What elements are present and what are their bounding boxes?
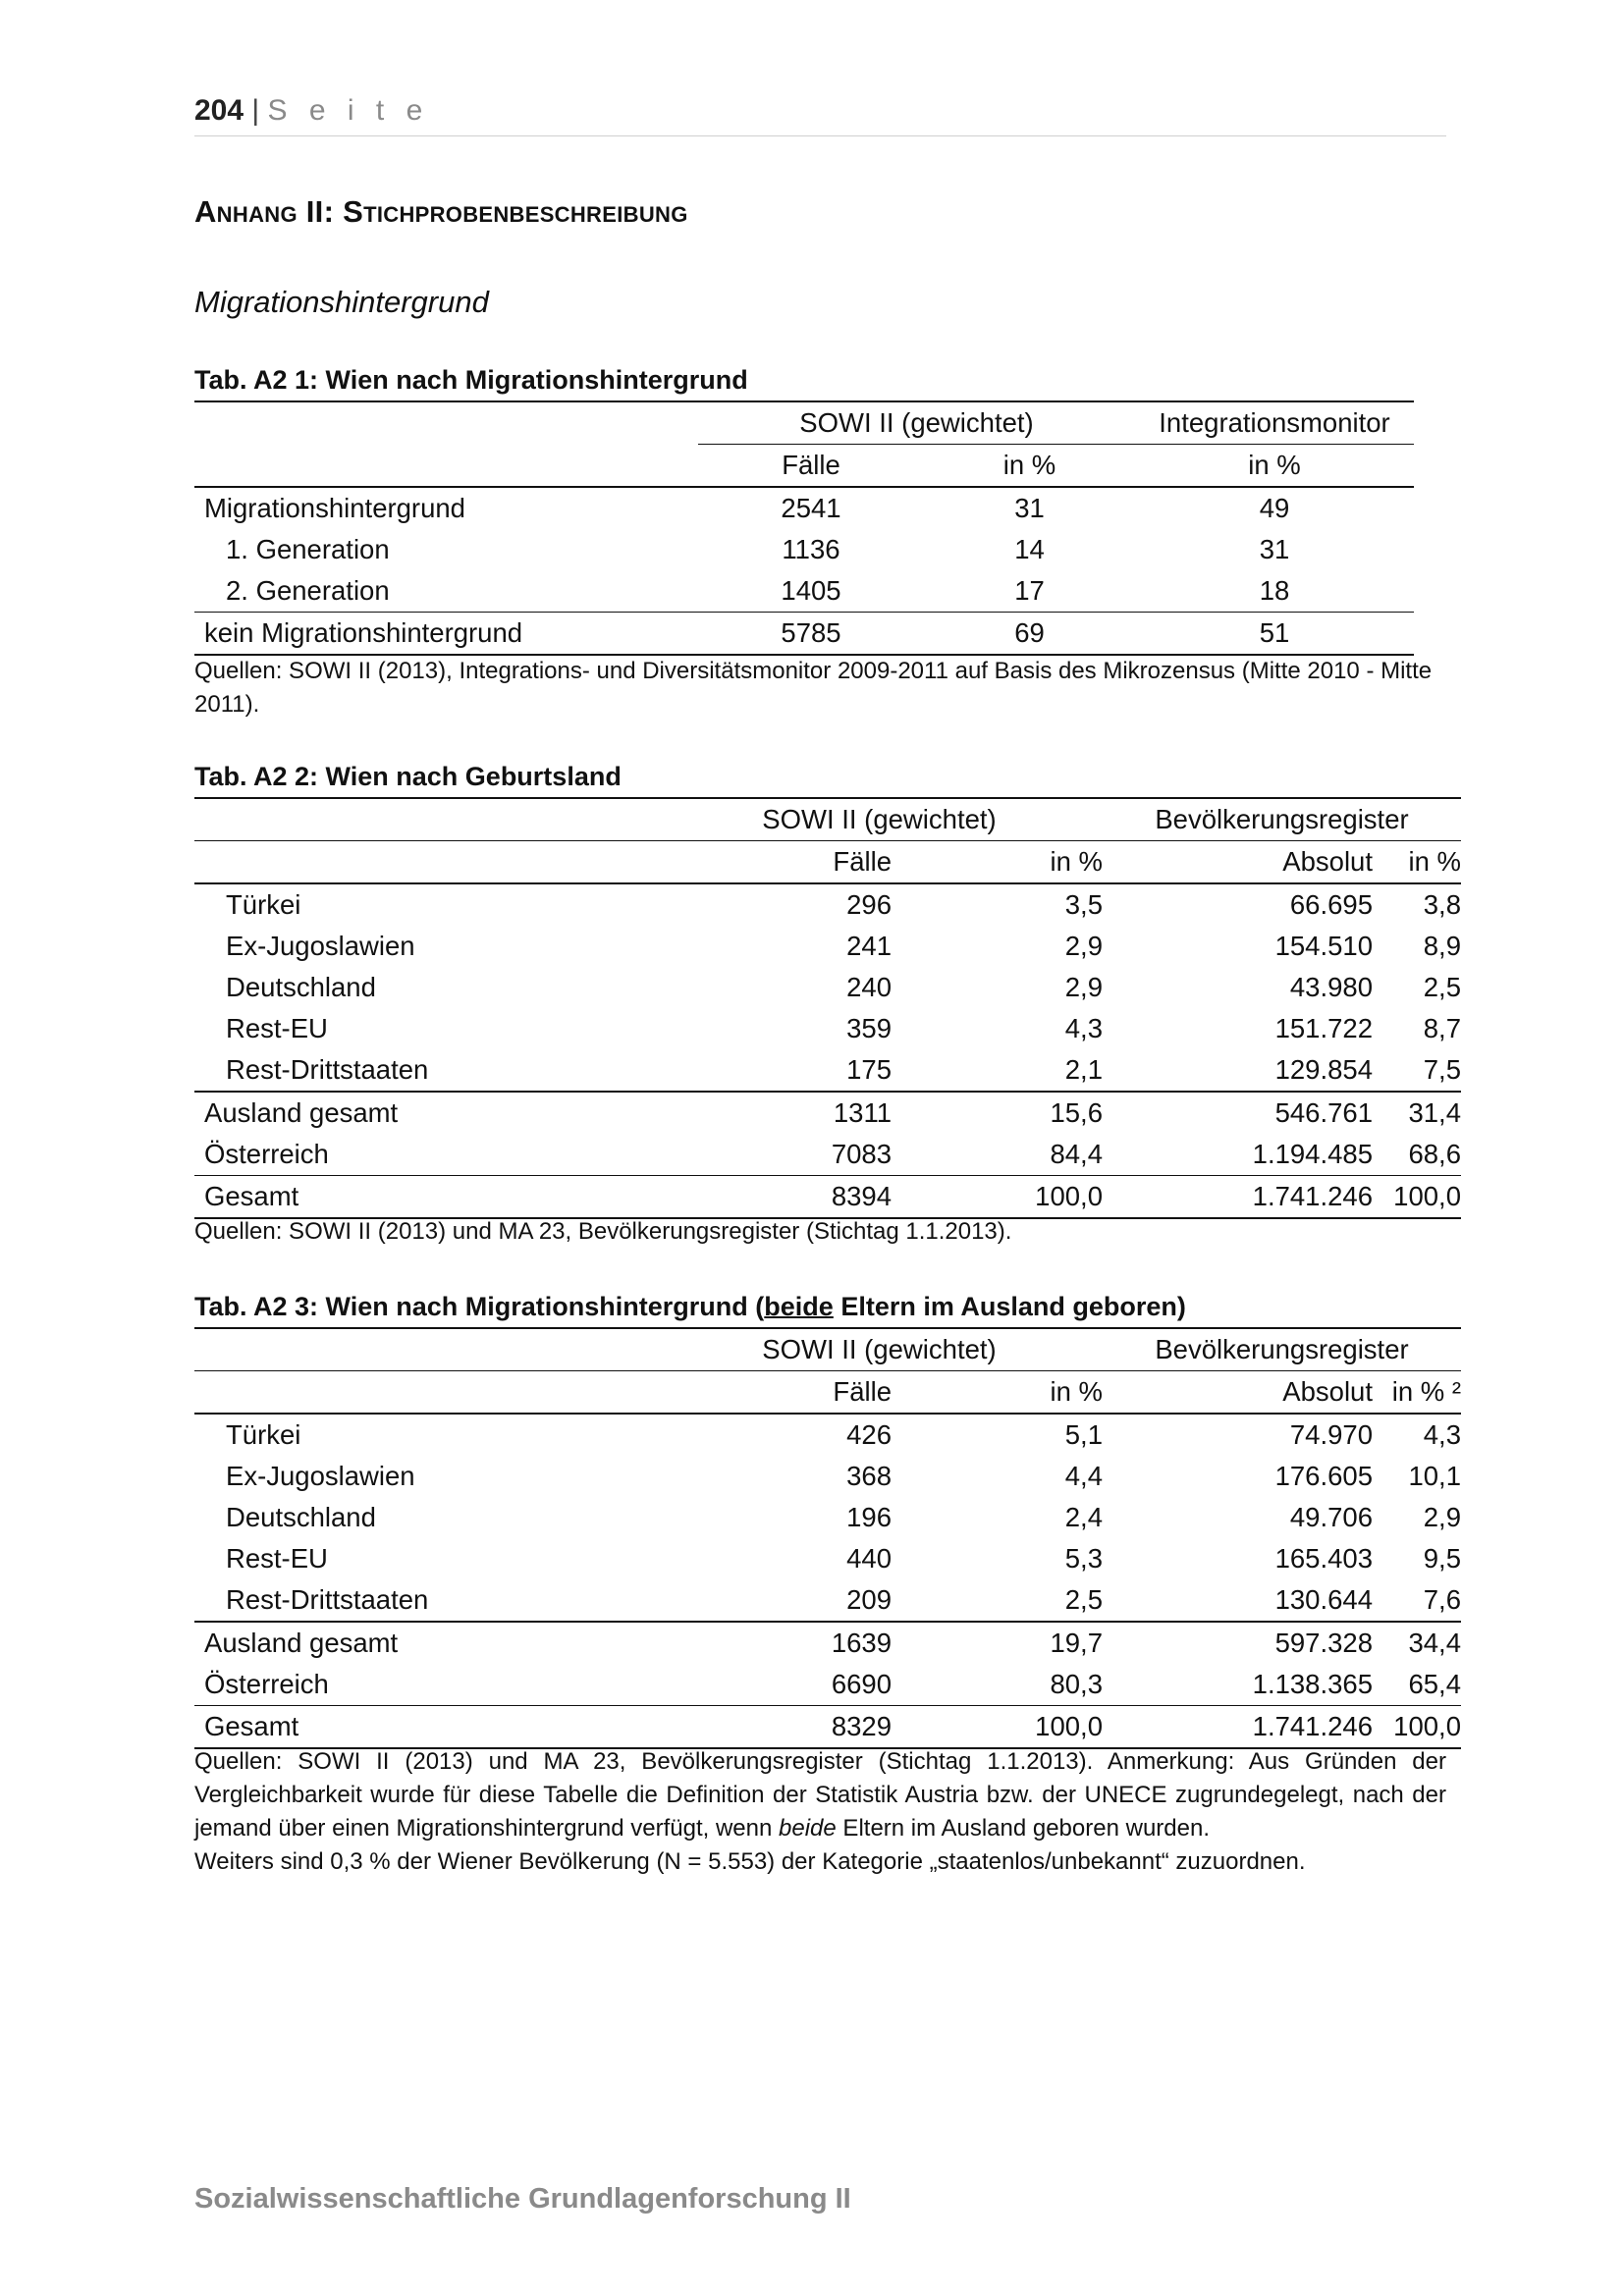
caption-text: Eltern im Ausland geboren) <box>833 1292 1186 1321</box>
cell: 34,4 <box>1373 1622 1461 1664</box>
cell: 2,5 <box>1423 972 1461 1002</box>
cell: 31,4 <box>1373 1092 1461 1134</box>
cell: 1.138.365 <box>1252 1669 1373 1699</box>
table-row <box>194 1008 1461 1049</box>
table-row <box>194 926 1461 967</box>
table-row <box>194 1134 1461 1176</box>
table3-col-absolut: Absolut <box>1103 1371 1373 1415</box>
cell: 31 <box>1259 534 1290 564</box>
cell: 100,0 <box>892 1176 1103 1219</box>
page-header <box>194 94 1446 136</box>
table1-group-sowi: SOWI II (gewichtet) <box>698 401 1135 445</box>
cell: 49.706 <box>1289 1502 1373 1532</box>
cell: 69 <box>924 613 1135 656</box>
table1-col-pct-monitor: in % <box>1135 445 1414 488</box>
cell: 2541 <box>781 493 841 523</box>
row-label: Ex-Jugoslawien <box>226 1461 415 1491</box>
row-label: Migrationshintergrund <box>204 493 465 523</box>
table-row <box>194 1622 1461 1664</box>
cell: 154.510 <box>1274 931 1373 961</box>
row-label: Ex-Jugoslawien <box>226 931 415 961</box>
row-label: kein Migrationshintergrund <box>194 613 698 656</box>
table3-group-register: Bevölkerungsregister <box>1103 1328 1461 1371</box>
cell: 8,9 <box>1423 931 1461 961</box>
cell: 17 <box>1014 575 1045 606</box>
table-row <box>194 967 1461 1008</box>
row-label: Rest-Drittstaaten <box>226 1054 429 1085</box>
cell: 100,0 <box>1373 1706 1461 1749</box>
cell: 2,9 <box>1064 931 1103 961</box>
cell: 5,3 <box>1064 1543 1103 1574</box>
cell: 66.695 <box>1289 889 1373 920</box>
cell: 1311 <box>656 1092 892 1134</box>
row-label: 2. Generation <box>226 575 390 606</box>
cell: 2,9 <box>1064 972 1103 1002</box>
table3-source-note: Weiters sind 0,3 % der Wiener Bevölkerung (N = 5.553) der Kategorie „staatenlos/unbekannt“ zuzuordnen. <box>194 1848 1306 1875</box>
cell: 296 <box>846 889 892 920</box>
cell: 68,6 <box>1408 1139 1461 1169</box>
cell: 1.741.246 <box>1103 1176 1373 1219</box>
cell: 2,5 <box>1064 1584 1103 1615</box>
cell: 3,5 <box>1064 889 1103 920</box>
header-label: S e i t e <box>267 94 430 127</box>
table-row <box>194 1579 1461 1622</box>
caption-text: Tab. A2 3: Wien nach Migrationshintergrund ( <box>194 1292 765 1321</box>
cell: 165.403 <box>1274 1543 1373 1574</box>
cell: 51 <box>1135 613 1414 656</box>
row-label: Gesamt <box>194 1176 656 1219</box>
cell: 1.741.246 <box>1103 1706 1373 1749</box>
row-label: Ausland gesamt <box>194 1092 656 1134</box>
cell: 9,5 <box>1423 1543 1461 1574</box>
table-row <box>194 1414 1461 1456</box>
cell: 31 <box>1014 493 1045 523</box>
cell: 74.970 <box>1289 1419 1373 1450</box>
cell: 359 <box>846 1013 892 1043</box>
table2-group-header-row <box>194 798 1461 841</box>
table3-col-pct: in % <box>892 1371 1103 1415</box>
cell: 196 <box>846 1502 892 1532</box>
table2-col-absolut: Absolut <box>1103 841 1373 884</box>
cell: 440 <box>846 1543 892 1574</box>
cell: 4,3 <box>1064 1013 1103 1043</box>
cell: 19,7 <box>892 1622 1103 1664</box>
row-label: Gesamt <box>194 1706 656 1749</box>
cell: 8394 <box>656 1176 892 1219</box>
caption-emphasis: beide <box>764 1292 834 1321</box>
source-text: Quellen: SOWI II (2013) und MA 23, Bevölkerungsregister (Stichtag 1.1.2013). Anmerkung: Aus Gründen der Vergleichbarkeit wurde für diese Tabelle die Definition der Statistik Austria bzw. der UNECE zugrundegelegt, nach der jemand über einen Migrationshintergrund verfügt, wenn <box>194 1748 1446 1842</box>
cell: 2,4 <box>1064 1502 1103 1532</box>
cell: 3,8 <box>1423 889 1461 920</box>
cell: 6690 <box>831 1669 892 1699</box>
table-row <box>194 1176 1461 1219</box>
row-label: Deutschland <box>226 972 376 1002</box>
appendix-title: Anhang II: Stichprobenbeschreibung <box>194 194 688 229</box>
cell: 18 <box>1259 575 1290 606</box>
cell: 129.854 <box>1274 1054 1373 1085</box>
table3-col-pct-register: in % ² <box>1373 1371 1461 1415</box>
table3-col-faelle: Fälle <box>656 1371 892 1415</box>
cell: 368 <box>846 1461 892 1491</box>
cell: 240 <box>846 972 892 1002</box>
cell: 7,6 <box>1423 1584 1461 1615</box>
table1-group-integrationsmonitor: Integrationsmonitor <box>1135 401 1414 445</box>
table2-col-faelle: Fälle <box>656 841 892 884</box>
table3-group-sowi: SOWI II (gewichtet) <box>656 1328 1103 1371</box>
cell: 176.605 <box>1274 1461 1373 1491</box>
table3-column-header-row <box>194 1371 1461 1415</box>
table1-caption: Tab. A2 1: Wien nach Migrationshintergrund <box>194 365 748 395</box>
table-row <box>194 1538 1461 1579</box>
row-label: Österreich <box>204 1669 329 1699</box>
page-number: 204 <box>194 94 244 127</box>
cell: 175 <box>846 1054 892 1085</box>
cell: 49 <box>1259 493 1290 523</box>
cell: 84,4 <box>1050 1139 1103 1169</box>
table2-column-header-row <box>194 841 1461 884</box>
row-label: Deutschland <box>226 1502 376 1532</box>
cell: 8,7 <box>1423 1013 1461 1043</box>
table1 <box>194 400 1414 656</box>
table1-group-header-row <box>194 401 1414 445</box>
row-label: Österreich <box>204 1139 329 1169</box>
table-row <box>194 1049 1461 1092</box>
table-row <box>194 487 1414 529</box>
cell: 7083 <box>831 1139 892 1169</box>
table2-group-register: Bevölkerungsregister <box>1103 798 1461 841</box>
cell: 546.761 <box>1103 1092 1373 1134</box>
cell: 15,6 <box>892 1092 1103 1134</box>
row-label: Türkei <box>226 889 301 920</box>
cell: 130.644 <box>1274 1584 1373 1615</box>
cell: 241 <box>846 931 892 961</box>
cell: 10,1 <box>1408 1461 1461 1491</box>
cell: 426 <box>846 1419 892 1450</box>
table-row <box>194 529 1414 570</box>
table2-col-pct-register: in % <box>1373 841 1461 884</box>
table3-source <box>194 1745 1446 1845</box>
table2-source: Quellen: SOWI II (2013) und MA 23, Bevölkerungsregister (Stichtag 1.1.2013). <box>194 1218 1012 1245</box>
cell: 2,9 <box>1423 1502 1461 1532</box>
cell: 2,1 <box>1064 1054 1103 1085</box>
cell: 65,4 <box>1408 1669 1461 1699</box>
table2-col-pct: in % <box>892 841 1103 884</box>
cell: 43.980 <box>1289 972 1373 1002</box>
row-label: 1. Generation <box>226 534 390 564</box>
cell: 1639 <box>656 1622 892 1664</box>
table-row <box>194 570 1414 613</box>
cell: 209 <box>846 1584 892 1615</box>
page-footer: Sozialwissenschaftliche Grundlagenforschung II <box>194 2183 851 2215</box>
row-label: Rest-Drittstaaten <box>226 1584 429 1615</box>
table3-caption <box>194 1292 1186 1322</box>
row-label: Türkei <box>226 1419 301 1450</box>
cell: 7,5 <box>1423 1054 1461 1085</box>
cell: 1136 <box>782 534 840 564</box>
source-emphasis: beide <box>779 1815 837 1842</box>
cell: 597.328 <box>1103 1622 1373 1664</box>
cell: 100,0 <box>892 1706 1103 1749</box>
cell: 1.194.485 <box>1252 1139 1373 1169</box>
row-label: Rest-EU <box>226 1543 328 1574</box>
cell: 8329 <box>656 1706 892 1749</box>
row-label: Rest-EU <box>226 1013 328 1043</box>
table-row <box>194 1706 1461 1749</box>
table3 <box>194 1327 1461 1749</box>
table1-col-faelle: Fälle <box>698 445 924 488</box>
table-row <box>194 1664 1461 1706</box>
cell: 100,0 <box>1373 1176 1461 1219</box>
table-row <box>194 1497 1461 1538</box>
table-row <box>194 1092 1461 1134</box>
table1-source: Quellen: SOWI II (2013), Integrations- und Diversitätsmonitor 2009-2011 auf Basis des Mikrozensus (Mitte 2010 - Mitte 2011). <box>194 658 1433 718</box>
cell: 4,4 <box>1064 1461 1103 1491</box>
cell: 5,1 <box>1064 1419 1103 1450</box>
cell: 14 <box>1014 534 1045 564</box>
table-row <box>194 613 1414 656</box>
table-row <box>194 883 1461 926</box>
header-separator: | <box>251 94 260 127</box>
row-label: Ausland gesamt <box>194 1622 656 1664</box>
table2-group-sowi: SOWI II (gewichtet) <box>656 798 1103 841</box>
table2-caption: Tab. A2 2: Wien nach Geburtsland <box>194 762 622 791</box>
source-text: Eltern im Ausland geboren wurden. <box>836 1815 1210 1842</box>
cell: 5785 <box>698 613 924 656</box>
table1-col-pct: in % <box>924 445 1135 488</box>
cell: 1405 <box>781 575 841 606</box>
table2 <box>194 797 1461 1219</box>
cell: 80,3 <box>1050 1669 1103 1699</box>
table-row <box>194 1456 1461 1497</box>
section-subtitle: Migrationshintergrund <box>194 285 489 319</box>
table1-column-header-row <box>194 445 1414 488</box>
table3-group-header-row <box>194 1328 1461 1371</box>
cell: 151.722 <box>1274 1013 1373 1043</box>
cell: 4,3 <box>1423 1419 1461 1450</box>
